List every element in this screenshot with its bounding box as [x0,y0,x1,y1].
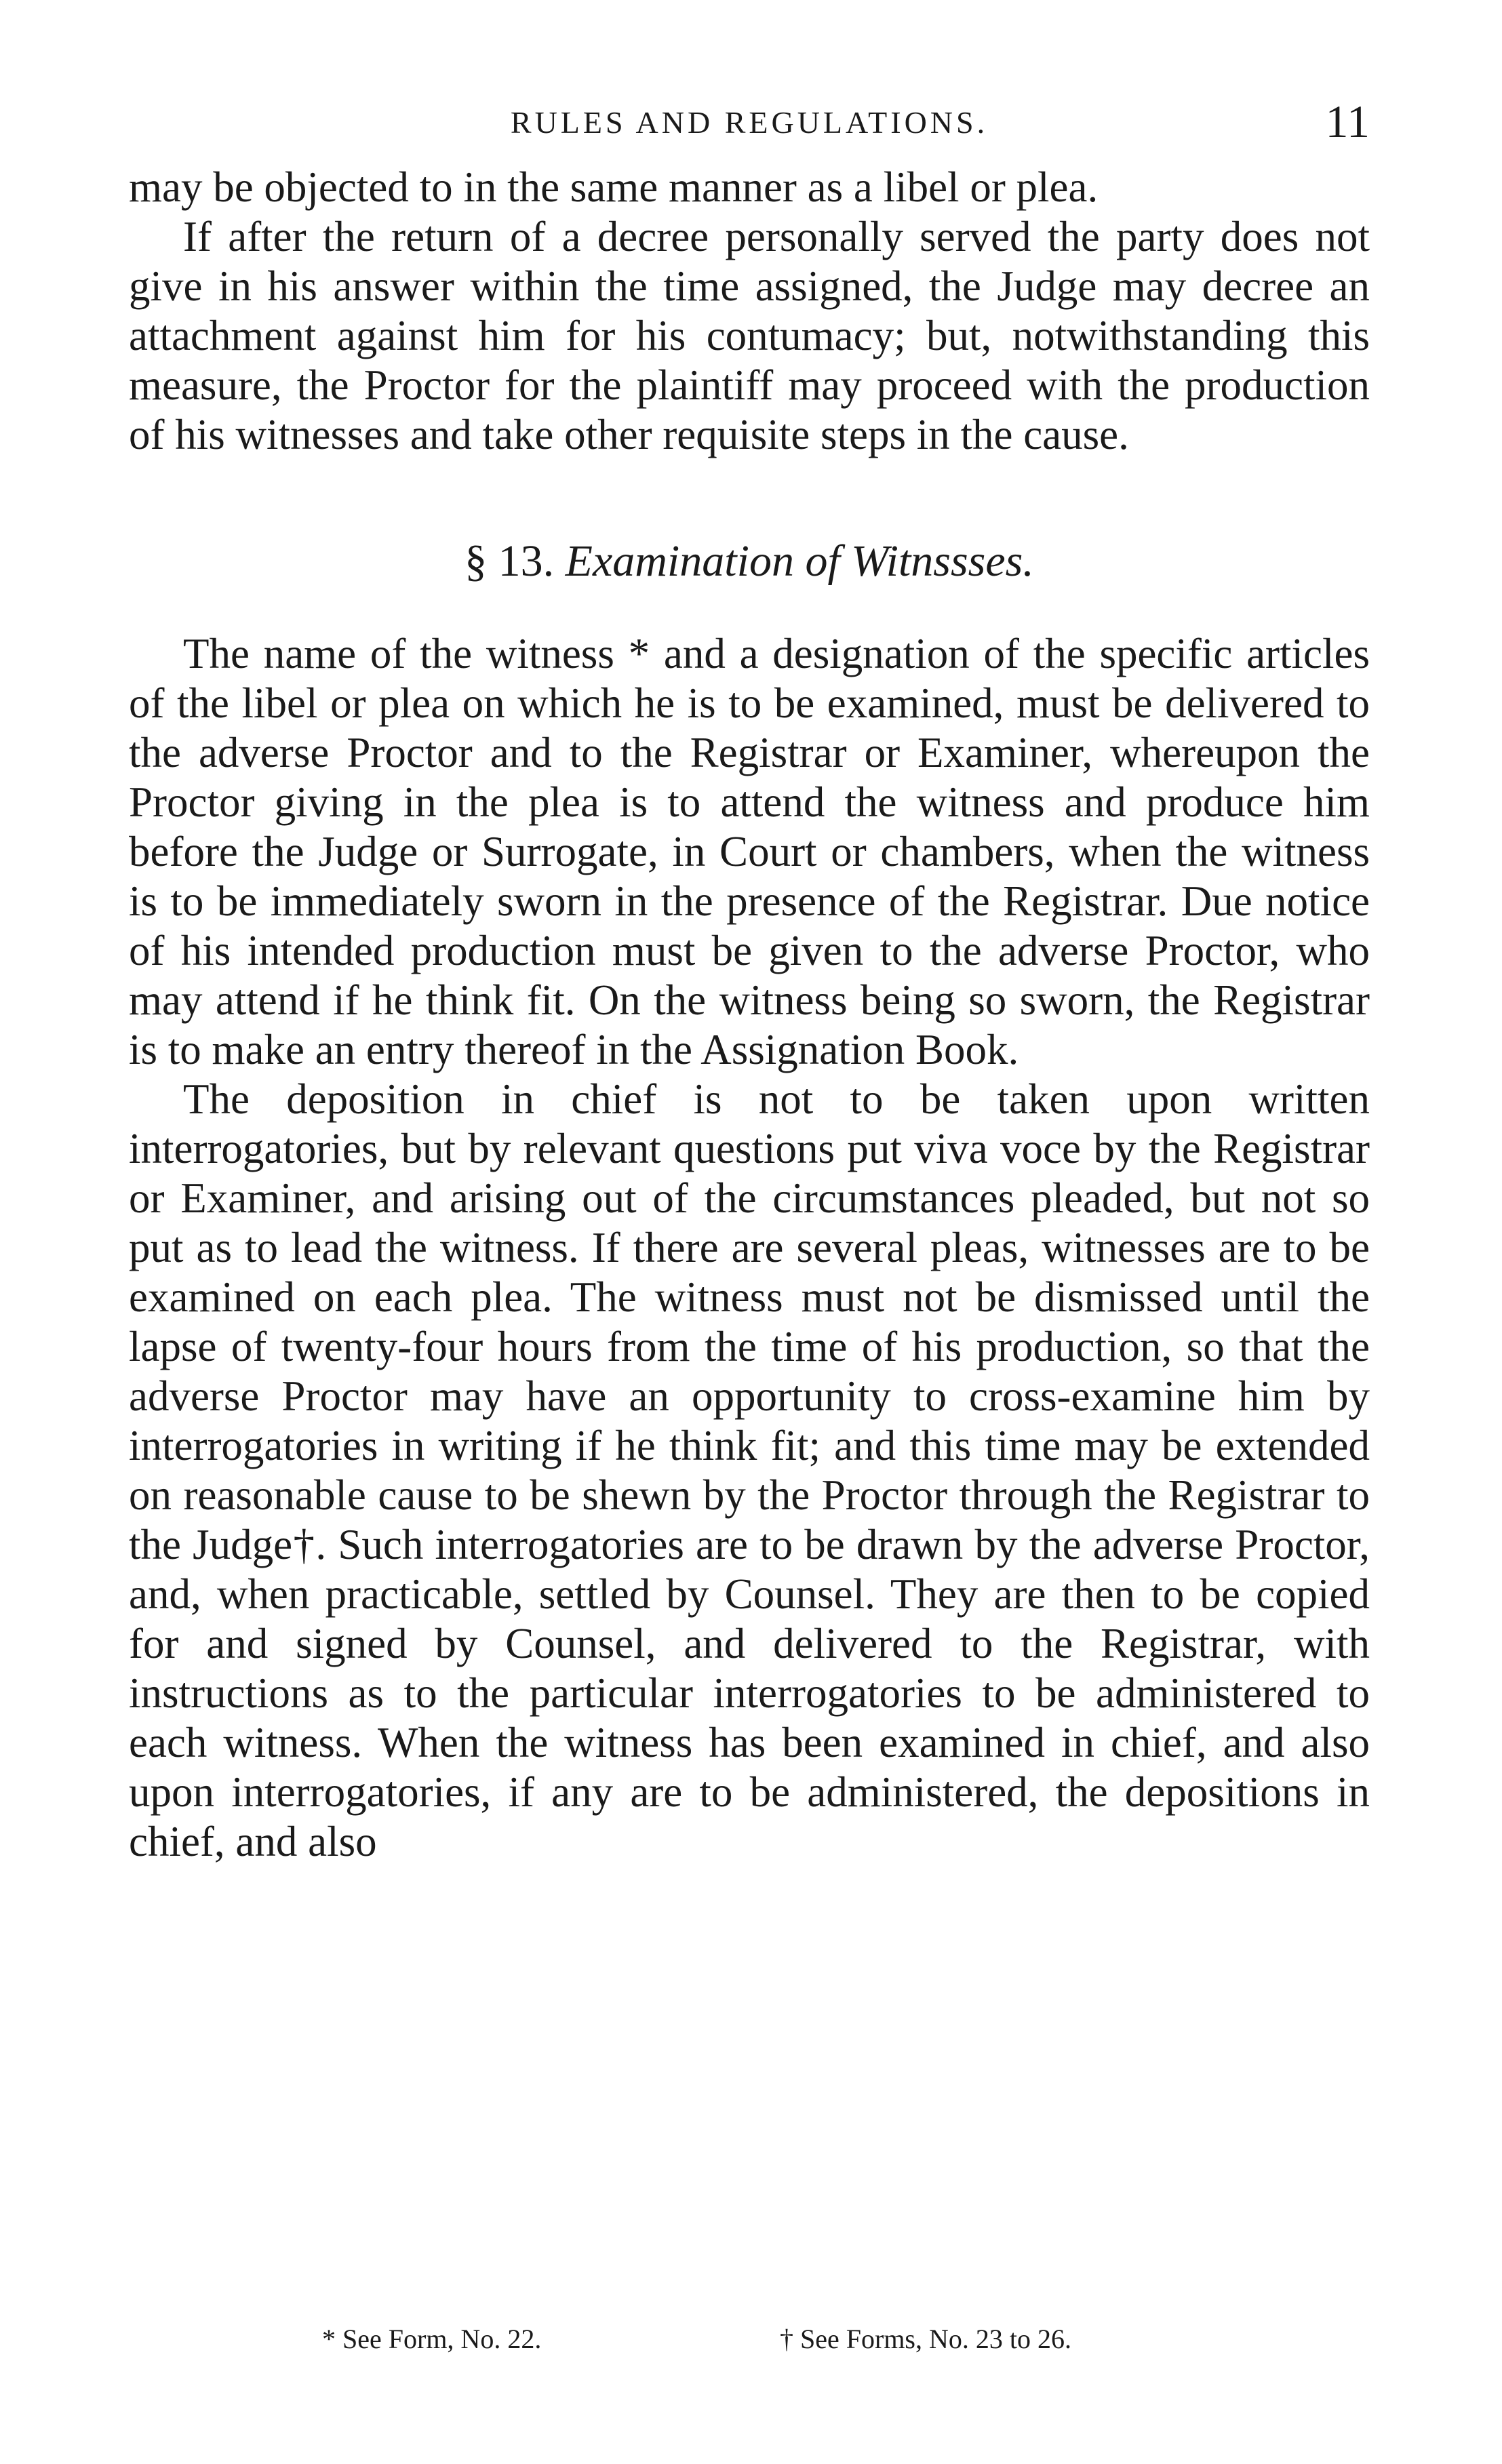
page-number: 11 [1325,96,1370,147]
footnote-forms-23-26: † See Forms, No. 23 to 26. [780,2324,1071,2354]
paragraph-default-answer: If after the return of a decree personally served the party does not give in his answer within the time assigned, the Judge may decree an attachment against him for his contumacy; but, notwithstanding this measure, the Proctor for the plaintiff may proceed with the production of his witnesses and take other requisite steps in the cause. [129,213,1370,458]
section-heading [129,534,1370,589]
paragraph-deposition: The deposition in chief is not to be taken upon written interrogatories, but by relevant questions put viva voce by the Registrar or Examiner, and arising out of the circumstances pleaded, but not so put as to lead the witness. If there are several pleas, witnesses are to be examined on each plea. The witness must not be dismissed until the lapse of twenty-four hours from the time of his production, so that the adverse Proctor may have an opportunity to cross-examine him by interrogatories in writing if he think fit; and this time may be extended on reasonable cause to be shewn by the Proctor through the Registrar to the Judge†. Such interrogatories are to be drawn by the adverse Proctor, and, when practicable, settled by Counsel. They are then to be copied for and signed by Counsel, and delivered to the Registrar, with instructions as to the particular interrogatories to be administered to each witness. When the witness has been examined in chief, and also upon interrogatories, if any are to be administered, the depositions in chief, and also [129,1075,1370,1865]
paragraph-continuation: may be objected to in the same manner as a libel or plea. [129,163,1099,211]
running-header [129,95,1370,156]
paragraph-witness-examination: The name of the witness * and a designation of the specific articles of the libel or plea on which he is to be examined, must be delivered to the adverse Proctor and to the Registrar or Examiner, whereupon the Proctor giving in the plea is to attend the witness and produce him before the Judge or Surrogate, in Court or chambers, when the witness is to be immediately sworn in the presence of the Registrar. Due notice of his intended production must be given to the adverse Proctor, who may attend if he think fit. On the witness being so sworn, the Registrar is to make an entry thereof in the Assignation Book. [129,630,1370,1073]
section-title: Examination of Witnssses. [565,536,1034,586]
section-number: § 13. [465,536,555,586]
page-content [129,95,1370,1867]
running-title: RULES AND REGULATIONS. [510,105,989,140]
footnote-form-22: * See Form, No. 22. [322,2324,542,2354]
